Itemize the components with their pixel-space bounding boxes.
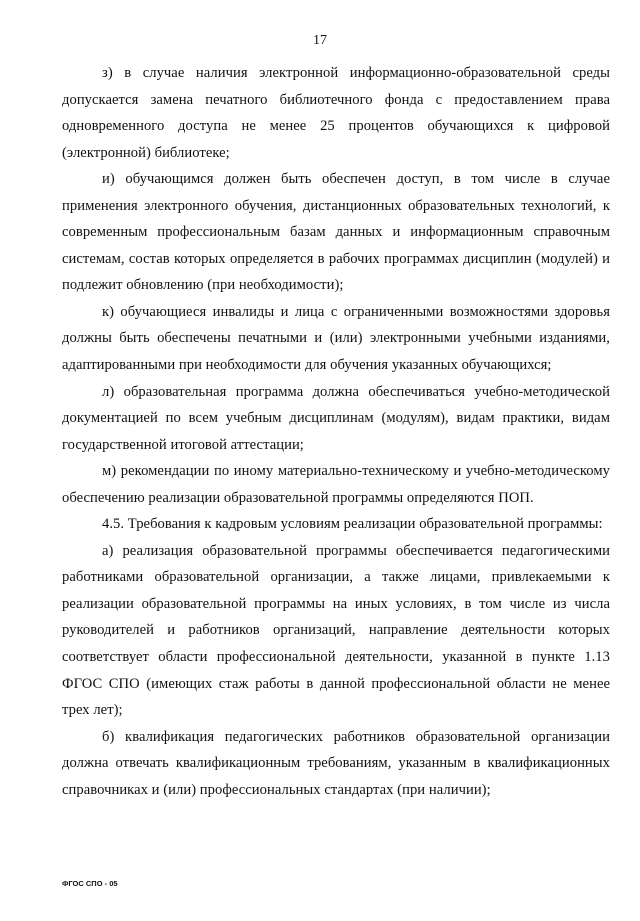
page-number: 17	[313, 33, 327, 48]
footer-doc-code: ФГОС СПО - 05	[62, 879, 118, 888]
paragraph-l: л) образовательная программа должна обеспечиваться учебно-методической документацией по всем учебным дисциплинам (модулям), видам практики, видам государственной итоговой аттестации;	[62, 383, 610, 453]
section-heading-4-5: 4.5. Требования к кадровым условиям реализации образовательной программы:	[102, 516, 603, 533]
paragraph-z: з) в случае наличия электронной информационно-образовательной среды допускается замена печатного библиотечного фонда с предоставлением права одновременного доступа не менее 25 процентов обучающихся к цифровой (электронной) библиотеке;	[62, 65, 610, 161]
paragraph-a: а) реализация образовательной программы обеспечивается педагогическими работниками образовательной организации, а также лицами, привлекаемыми к реализации образовательной программы на иных условиях, в том числе из числа руководителей и работников организаций, направление деятельности которых соответствует области профессиональной деятельности, указанной в пункте 1.13 ФГОС СПО (имеющих стаж работы в данной профессиональной области не менее трех лет);	[62, 542, 610, 719]
paragraph-b: б) квалификация педагогических работников образовательной организации должна отвечать квалификационным требованиям, указанным в квалификационных справочниках и (или) профессиональных стандартах (при наличии);	[62, 728, 610, 798]
paragraph-i: и) обучающимся должен быть обеспечен доступ, в том числе в случае применения электронного обучения, дистанционных образовательных технологий, к современным профессиональным базам данных и информационным справочным системам, состав которых определяется в рабочих программах дисциплин (модулей) и подлежит обновлению (при необходимости);	[62, 171, 610, 294]
paragraph-m: м) рекомендации по иному материально-техническому и учебно-методическому обеспечению реализации образовательной программы определяются ПОП.	[62, 463, 610, 506]
document-body	[62, 60, 610, 803]
paragraph-k: к) обучающиеся инвалиды и лица с ограниченными возможностями здоровья должны быть обеспечены печатными и (или) электронными учебными изданиями, адаптированными при необходимости для обучения указанных обучающихся;	[62, 303, 610, 374]
